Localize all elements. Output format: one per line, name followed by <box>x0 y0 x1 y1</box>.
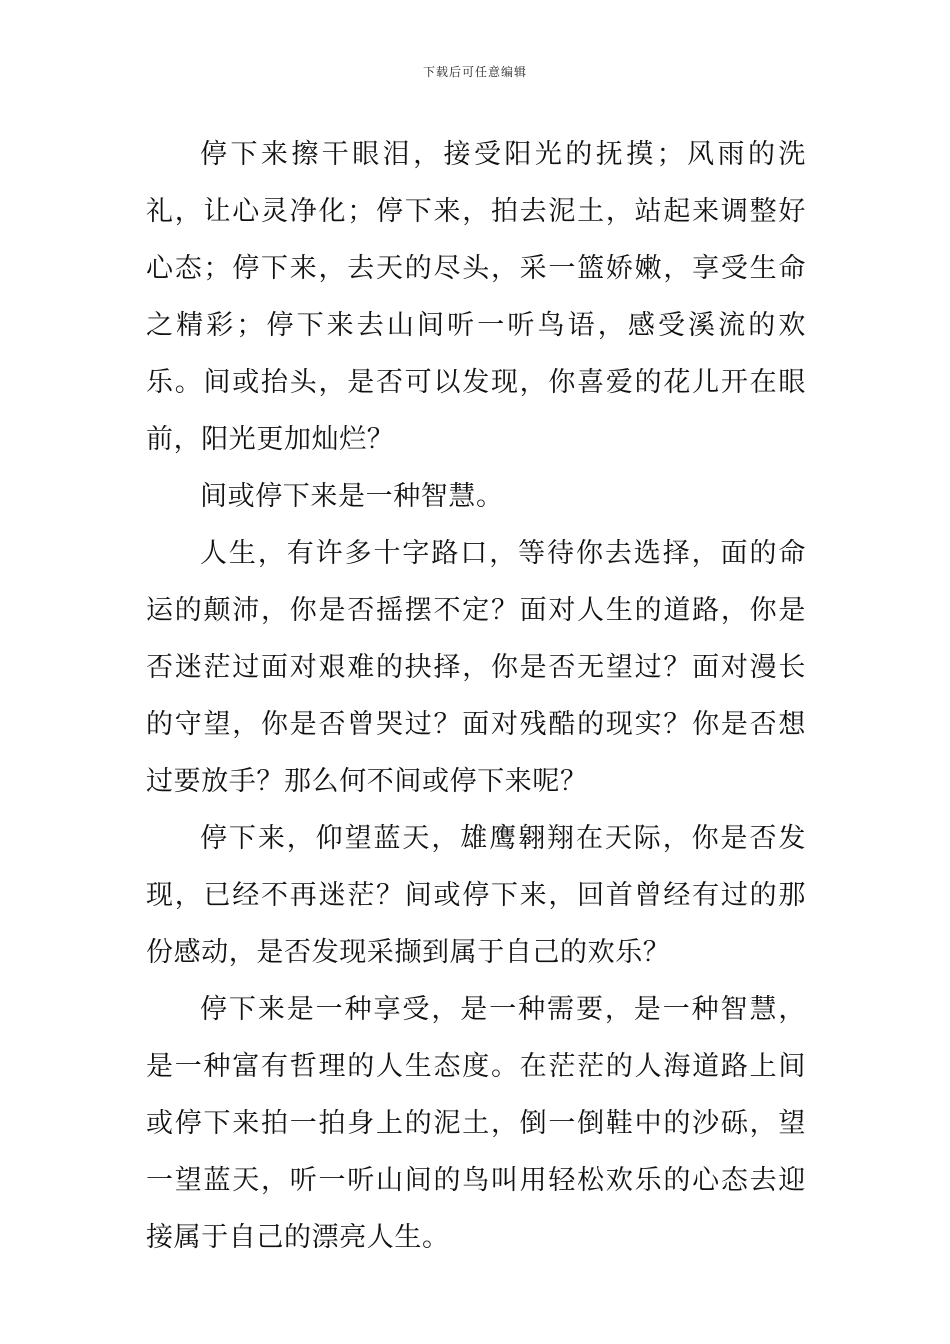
paragraph-1: 停下来擦干眼泪，接受阳光的抚摸；风雨的洗礼，让心灵净化；停下来，拍去泥土，站起来调整好心态；停下来，去天的尽头，采一篮娇嫩，享受生命之精彩；停下来去山间听一听鸟语，感受溪流的欢乐。间或抬头，是否可以发现，你喜爱的花儿开在眼前，阳光更加灿烂？ <box>146 139 806 455</box>
paragraph-5: 停下来是一种享受，是一种需要，是一种智慧，是一种富有哲理的人生态度。在茫茫的人海道路上间或停下来拍一拍身上的泥土，倒一倒鞋中的沙砾，望一望蓝天，听一听山间的鸟叫用轻松欢乐的心态去迎接属于自己的漂亮人生。 <box>146 994 806 1253</box>
paragraph-2: 间或停下来是一种智慧。 <box>200 481 504 512</box>
paragraph-3: 人生，有许多十字路口，等待你去选择，面的命运的颠沛，你是否摇摆不定？面对人生的道路，你是否迷茫过面对艰难的抉择，你是否无望过？面对漫长的守望，你是否曾哭过？面对残酷的现实？你是否想过要放手？那么何不间或停下来呢？ <box>146 538 806 797</box>
page-header: 下载后可任意编辑 <box>422 65 527 79</box>
document-body <box>146 126 806 1266</box>
paragraph-4: 停下来，仰望蓝天，雄鹰翱翔在天际，你是否发现，已经不再迷茫？间或停下来，回首曾经有过的那份感动，是否发现采撷到属于自己的欢乐？ <box>146 823 806 968</box>
